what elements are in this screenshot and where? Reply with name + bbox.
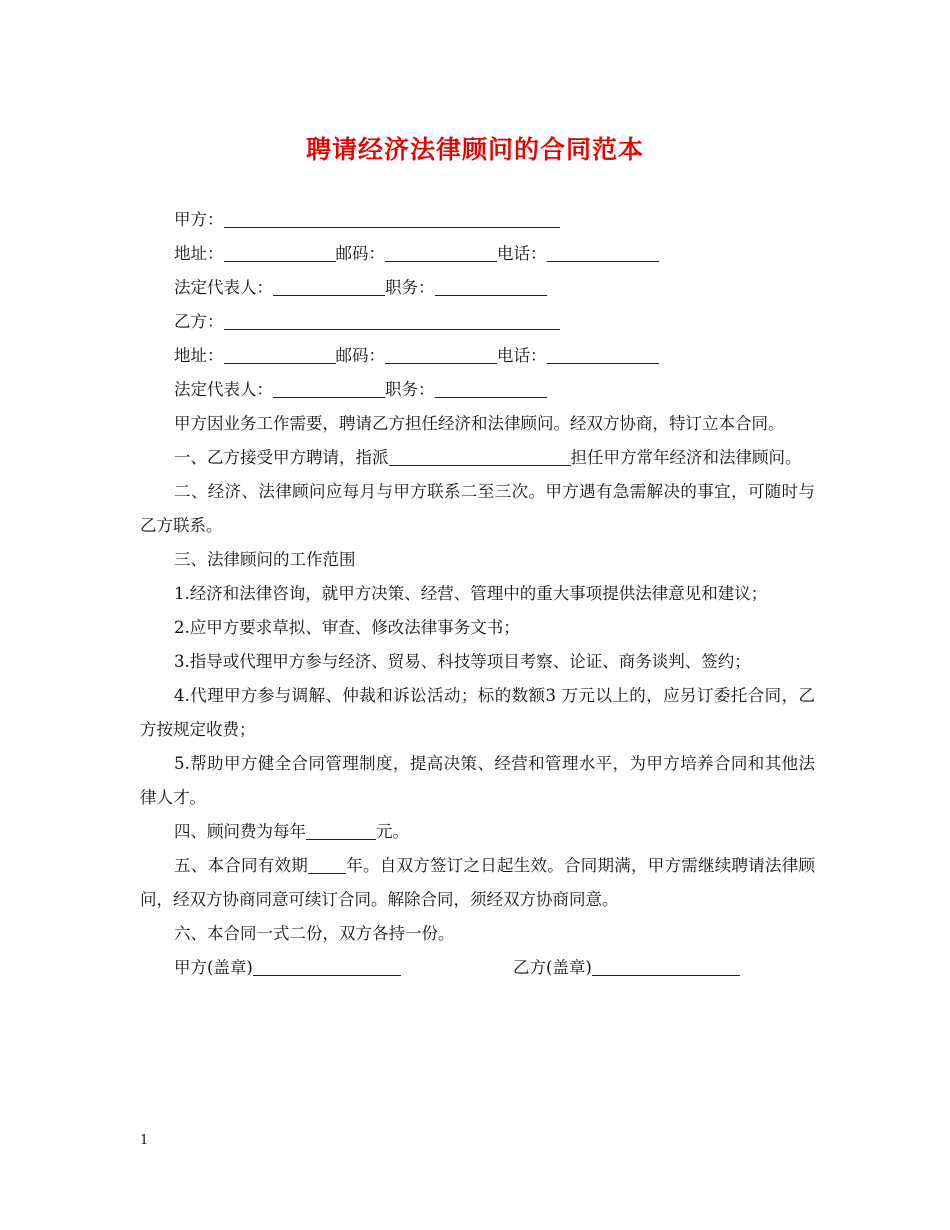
- party-b-address-label: 地址：: [174, 346, 224, 365]
- document-title: 聘请经济法律顾问的合同范本: [305, 135, 644, 164]
- party-a-signature: [174, 951, 401, 985]
- party-a-position-label: 职务：: [385, 278, 435, 297]
- party-a-postcode-blank: [385, 243, 497, 262]
- party-a-phone-blank: [547, 243, 659, 262]
- party-b-phone-label: 电话：: [497, 346, 547, 365]
- party-a-address-label: 地址：: [174, 244, 224, 263]
- party-b-name-line: [140, 305, 815, 339]
- party-a-rep-line: [140, 271, 815, 305]
- clause-4-after: 元。: [376, 822, 409, 841]
- party-b-seal-label: 乙方(盖章): [513, 958, 592, 977]
- clause-1: [140, 441, 815, 475]
- party-a-phone-label: 电话：: [497, 244, 547, 263]
- party-b-postcode-blank: [385, 345, 497, 364]
- party-b-postcode-label: 邮码：: [335, 346, 385, 365]
- party-a-name-blank: [224, 209, 560, 228]
- party-b-position-blank: [435, 379, 547, 398]
- clause-5: [140, 849, 815, 917]
- party-b-rep-line: [140, 373, 815, 407]
- scope-item-5: 5.帮助甲方健全合同管理制度，提高决策、经营和管理水平，为甲方培养合同和其他法律人才。: [140, 754, 815, 807]
- party-a-seal-label: 甲方(盖章): [174, 958, 253, 977]
- clause-6: 六、本合同一式二份，双方各持一份。: [174, 924, 455, 943]
- party-a-position-blank: [435, 277, 547, 296]
- party-b-address-blank: [224, 345, 336, 364]
- party-a-postcode-label: 邮码：: [335, 244, 385, 263]
- scope-item-3: 3.指导或代理甲方参与经济、贸易、科技等项目考察、论证、商务谈判、签约；: [174, 652, 751, 671]
- clause-4-blank: [306, 821, 376, 840]
- party-a-rep-blank: [273, 277, 385, 296]
- party-b-rep-label: 法定代表人：: [174, 380, 273, 399]
- clause-5-before: 五、本合同有效期: [174, 856, 308, 875]
- clause-1-after: 担任甲方常年经济和法律顾问。: [570, 448, 802, 467]
- scope-item-4: 4.代理甲方参与调解、仲裁和诉讼活动；标的数额3 万元以上的，应另订委托合同，乙方按规定收费；: [140, 686, 815, 739]
- scope-item-2: 2.应甲方要求草拟、审查、修改法律事务文书；: [174, 618, 520, 637]
- party-b-signature: [513, 951, 740, 985]
- party-b-phone-blank: [547, 345, 659, 364]
- clause-5-after: 年。自双方签订之日起生效。合同期满，甲方需继续聘请法律顾问，经双方协商同意可续订合同。解除合同，须经双方协商同意。: [140, 856, 815, 909]
- scope-item-1: 1.经济和法律咨询，就甲方决策、经营、管理中的重大事项提供法律意见和建议；: [174, 584, 768, 603]
- party-b-label: 乙方：: [174, 312, 224, 331]
- clause-5-blank: [308, 855, 346, 874]
- clause-2: 二、经济、法律顾问应每月与甲方联系二至三次。甲方遇有急需解决的事宜，可随时与乙方联系。: [140, 482, 815, 535]
- clause-4-before: 四、顾问费为每年: [174, 822, 306, 841]
- clause-3: 三、法律顾问的工作范围: [174, 550, 356, 569]
- signature-row: [140, 951, 815, 985]
- clause-1-blank: [389, 447, 571, 466]
- party-a-address-line: [140, 237, 815, 271]
- party-b-seal-blank: [592, 957, 740, 976]
- page-number: 1: [140, 1133, 149, 1148]
- party-b-address-line: [140, 339, 815, 373]
- contract-body: [140, 203, 815, 985]
- party-a-seal-blank: [253, 957, 401, 976]
- party-b-name-blank: [224, 311, 560, 330]
- party-a-name-line: [140, 203, 815, 237]
- party-a-address-blank: [224, 243, 336, 262]
- party-b-rep-blank: [273, 379, 385, 398]
- intro-paragraph: 甲方因业务工作需要，聘请乙方担任经济和法律顾问。经双方协商，特订立本合同。: [174, 414, 785, 433]
- party-b-position-label: 职务：: [385, 380, 435, 399]
- party-a-label: 甲方：: [174, 210, 224, 229]
- clause-1-before: 一、乙方接受甲方聘请，指派: [174, 448, 389, 467]
- party-a-rep-label: 法定代表人：: [174, 278, 273, 297]
- clause-4: [140, 815, 815, 849]
